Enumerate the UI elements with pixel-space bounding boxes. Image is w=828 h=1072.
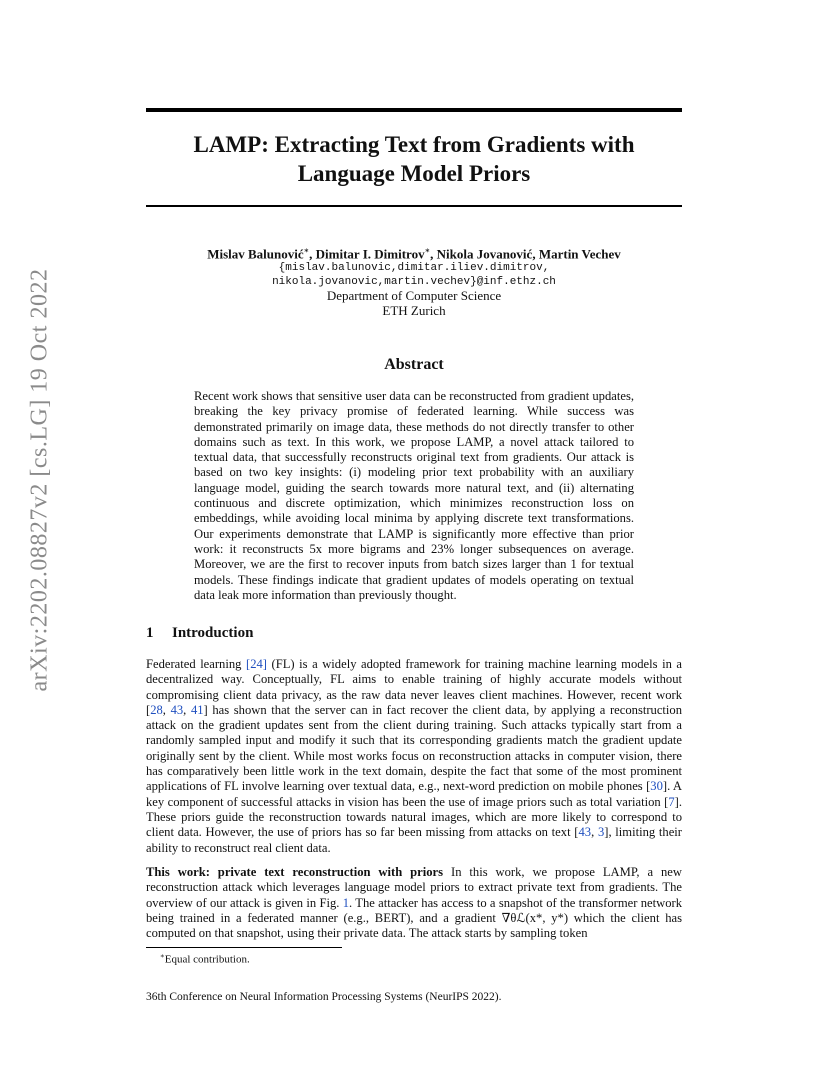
author-list: Mislav Balunović∗, Dimitar I. Dimitrov∗, Nikola Jovanović, Martin Vechev (207, 246, 621, 262)
citation-link[interactable]: 3 (597, 825, 605, 840)
citation-link[interactable]: 43 (578, 825, 592, 840)
title-bottom-rule (146, 205, 682, 207)
author-name: Dimitar I. Dimitrov (315, 246, 425, 262)
email-line-1: {mislav.balunovic,dimitar.iliev.dimitrov, (278, 262, 550, 274)
text-run: Federated learning (146, 657, 246, 671)
text-run: In this work, we propose LAMP, a new reconstruction attack which leverages language model priors to extract private text from gradients. The overview of our attack is given in Fig. (146, 865, 682, 910)
text-run: ] has shown that the server can in fact recover the client data, by applying a reconstruction attack on the gradient updates sent from the client during training. Such attacks typically start from a randomly sampled input and modify it such that its corresponding gradients match the gradient update originally sent by the client. While most works focus on reconstruction attacks in computer vision, there has comparatively been little work in the text domain, despite the fact that some of the most prominent applications of FL involve learning over textual data, e.g., next-word prediction on mobile phones [ (146, 702, 683, 794)
text-run: , (162, 702, 171, 717)
abstract-text: Recent work shows that sensitive user data can be reconstructed from gradient updates, breaking the key privacy promise of federated learning. While success was demonstrated primarily on image data, these methods do not directly transfer to other domains such as text. In this work, we propose LAMP, a novel attack tailored to textual data, that successfully reconstructs original text from gradients. Our attack is based on two key insights: (i) modeling prior text probability with an auxiliary language model, guiding the search towards more natural text, and (ii) alternating continuous and discrete optimization, which minimizes reconstruction loss on embeddings, while avoiding local minima by applying discrete text transformations. Our experiments demonstrate that LAMP is significantly more effective than prior work: it reconstructs 5x more bigrams and 23% longer subsequences on average. Moreover, we are the first to recover inputs from batch sizes larger than 1 for textual models. These findings indicate that gradient updates of models operating on textual data leak more information than previously thought. (194, 389, 634, 602)
citation-link[interactable]: 7 (668, 794, 675, 809)
footnote-mark: ∗ (160, 952, 165, 960)
title-line-1: LAMP: Extracting Text from Gradients with (193, 132, 635, 157)
paragraph-lead: This work: private text reconstruction with priors (146, 865, 443, 879)
text-run: ]. These priors guide the reconstruction towards natural images, which are more likely to correspond to client data. However, the use of priors has so far been missing from attacks on text [ (146, 794, 682, 840)
section-title: Introduction (172, 625, 254, 641)
equal-contribution-mark: ∗ (424, 246, 431, 255)
footnote-text: Equal contribution. (164, 953, 250, 966)
section-heading (146, 625, 253, 642)
arxiv-identifier-stamp[interactable]: arXiv:2202.08827v2 [cs.LG] 19 Oct 2022 (26, 268, 53, 692)
affiliation (146, 288, 682, 318)
author-name: Nikola Jovanović (436, 246, 533, 262)
footnote (160, 952, 250, 966)
figure-link[interactable]: 1 (342, 895, 350, 910)
text-run: ]. A key component of successful attacks in vision has been the use of image priors such as total variation [ (146, 779, 682, 809)
section-number: 1 (146, 625, 154, 641)
title-top-rule (146, 108, 682, 112)
department: Department of Computer Science (326, 288, 502, 303)
abstract-heading: Abstract (384, 356, 444, 373)
citation-link[interactable]: 30 (650, 779, 663, 794)
author-name: Mislav Balunović (207, 246, 304, 262)
author-name: Martin Vechev (538, 246, 621, 262)
introduction-paragraph (146, 657, 682, 856)
university: ETH Zurich (382, 303, 446, 318)
footnote-rule (146, 947, 342, 948)
paper-title (146, 130, 682, 188)
text-run: . The attacker has access to a snapshot of the transformer network being trained in a federated manner (e.g., BERT), and a gradient ∇θℒ(x*, y*) which the client has computed on that snapshot, using their private data. The attack starts by sampling token (146, 895, 682, 941)
email-line-2: nikola.jovanovic,martin.vechev}@inf.ethz.ch (272, 276, 556, 288)
title-line-2: Language Model Priors (297, 161, 531, 186)
text-run: ], limiting their ability to reconstruct real client data. (146, 825, 682, 855)
citation-link[interactable]: 28 (150, 702, 163, 717)
text-run: , (591, 825, 598, 840)
author-emails (146, 261, 682, 289)
text-run: (FL) is a widely adopted framework for training machine learning models in a decentralized way. Conceptually, FL aims to enable training of highly accurate models without compromising client data privacy, as the raw data never leaves client machines. However, recent work [ (146, 657, 682, 717)
venue-line: 36th Conference on Neural Information Processing Systems (NeurIPS 2022). (146, 991, 502, 1003)
text-run: , (183, 702, 191, 717)
citation-link[interactable]: 43 (170, 702, 184, 717)
equal-contribution-mark: ∗ (303, 246, 310, 255)
this-work-paragraph (146, 865, 682, 941)
citation-link[interactable]: 41 (190, 702, 204, 717)
citation-link[interactable]: [24] (246, 657, 267, 671)
